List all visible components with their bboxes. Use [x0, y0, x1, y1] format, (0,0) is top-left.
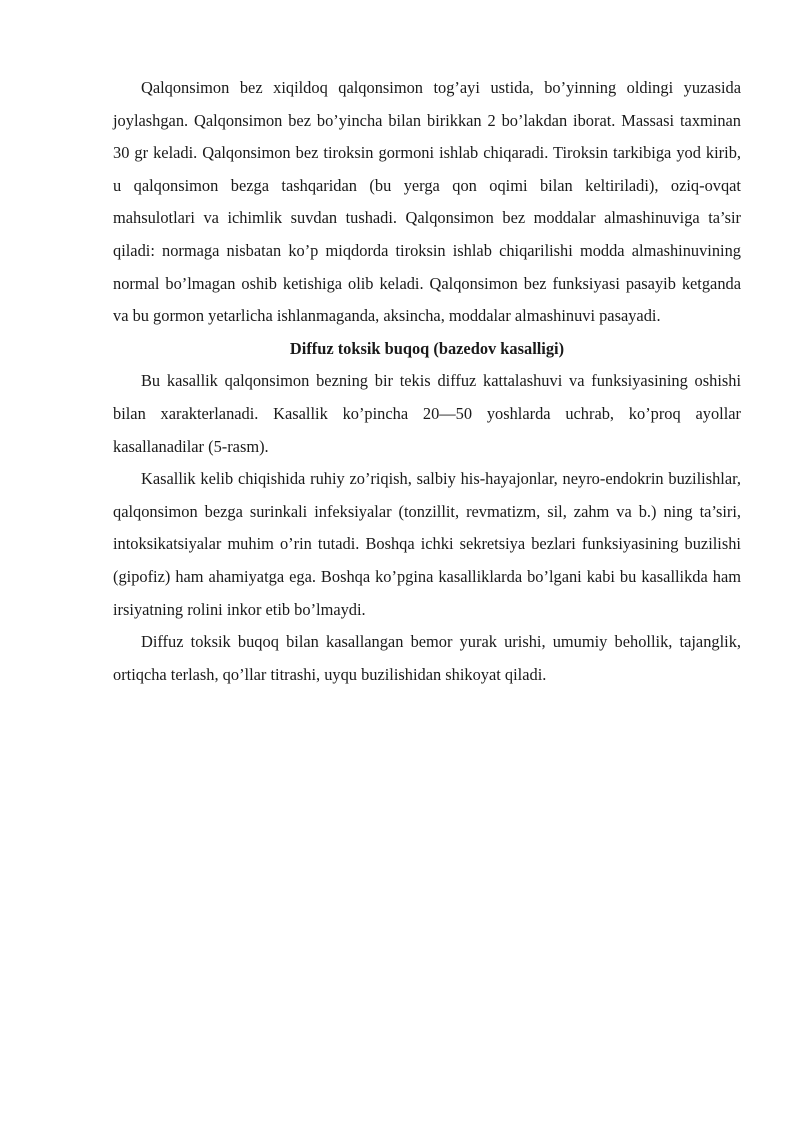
section-heading: Diffuz toksik buqoq (bazedov kasalligi)	[289, 338, 565, 358]
paragraph-disease-definition: Bu kasallik qalqonsimon bezning bir tekis diffuz kattalashuvi va funksiyasining oshishi bilan xarakterlanadi. Kasallik ko’pincha 20—50 yoshlarda uchrab, ko’proq ayollar kasallanadilar (5-rasm).	[113, 371, 741, 456]
paragraph-disease-causes: Kasallik kelib chiqishida ruhiy zo’riqish, salbiy his-hayajonlar, neyro-endokrin buzilishlar, qalqonsimon bezga surinkali infeksiyalar (tonzillit, revmatizm, sil, zahm va b.) ning ta’siri, intoksikatsiyalar muhim o’rin tutadi. Boshqa ichki sekretsiya bezlari funksiyasining buzilishi (gipofiz) ham ahamiyatga ega. Boshqa ko’pgina kasalliklarda bo’lgani kabi bu kasallikda ham irsiyatning rolini inkor etib bo’lmaydi.	[113, 469, 741, 619]
paragraph-thyroid-anatomy: Qalqonsimon bez xiqildoq qalqonsimon tog’ayi ustida, bo’yinning oldingi yuzasida joylashgan. Qalqonsimon bez bo’yincha bilan birikkan 2 bo’lakdan iborat. Massasi taxminan 30 gr keladi. Qalqonsimon bez tiroksin gormoni ishlab chiqaradi. Tiroksin tarkibiga yod kirib, u qalqonsimon bezga tashqaridan (bu yerga qon oqimi bilan keltiriladi), oziq-ovqat mahsulotlari va ichimlik suvdan tushadi. Qalqonsimon bez moddalar almashinuviga ta’sir qiladi: normaga nisbatan ko’p miqdorda tiroksin ishlab chiqarilishi modda almashinuvining normal bo’lmagan oshib ketishiga olib keladi. Qalqonsimon bez funksiyasi pasayib ketganda va bu gormon yetarlicha ishlanmaganda, aksincha, moddalar almashinuvi pasayadi.	[113, 78, 741, 326]
document-body	[113, 72, 741, 691]
paragraph-disease-symptoms: Diffuz toksik buqoq bilan kasallangan bemor yurak urishi, umumiy behollik, tajanglik, ortiqcha terlash, qo’llar titrashi, uyqu buzilishidan shikoyat qiladi.	[113, 632, 741, 684]
